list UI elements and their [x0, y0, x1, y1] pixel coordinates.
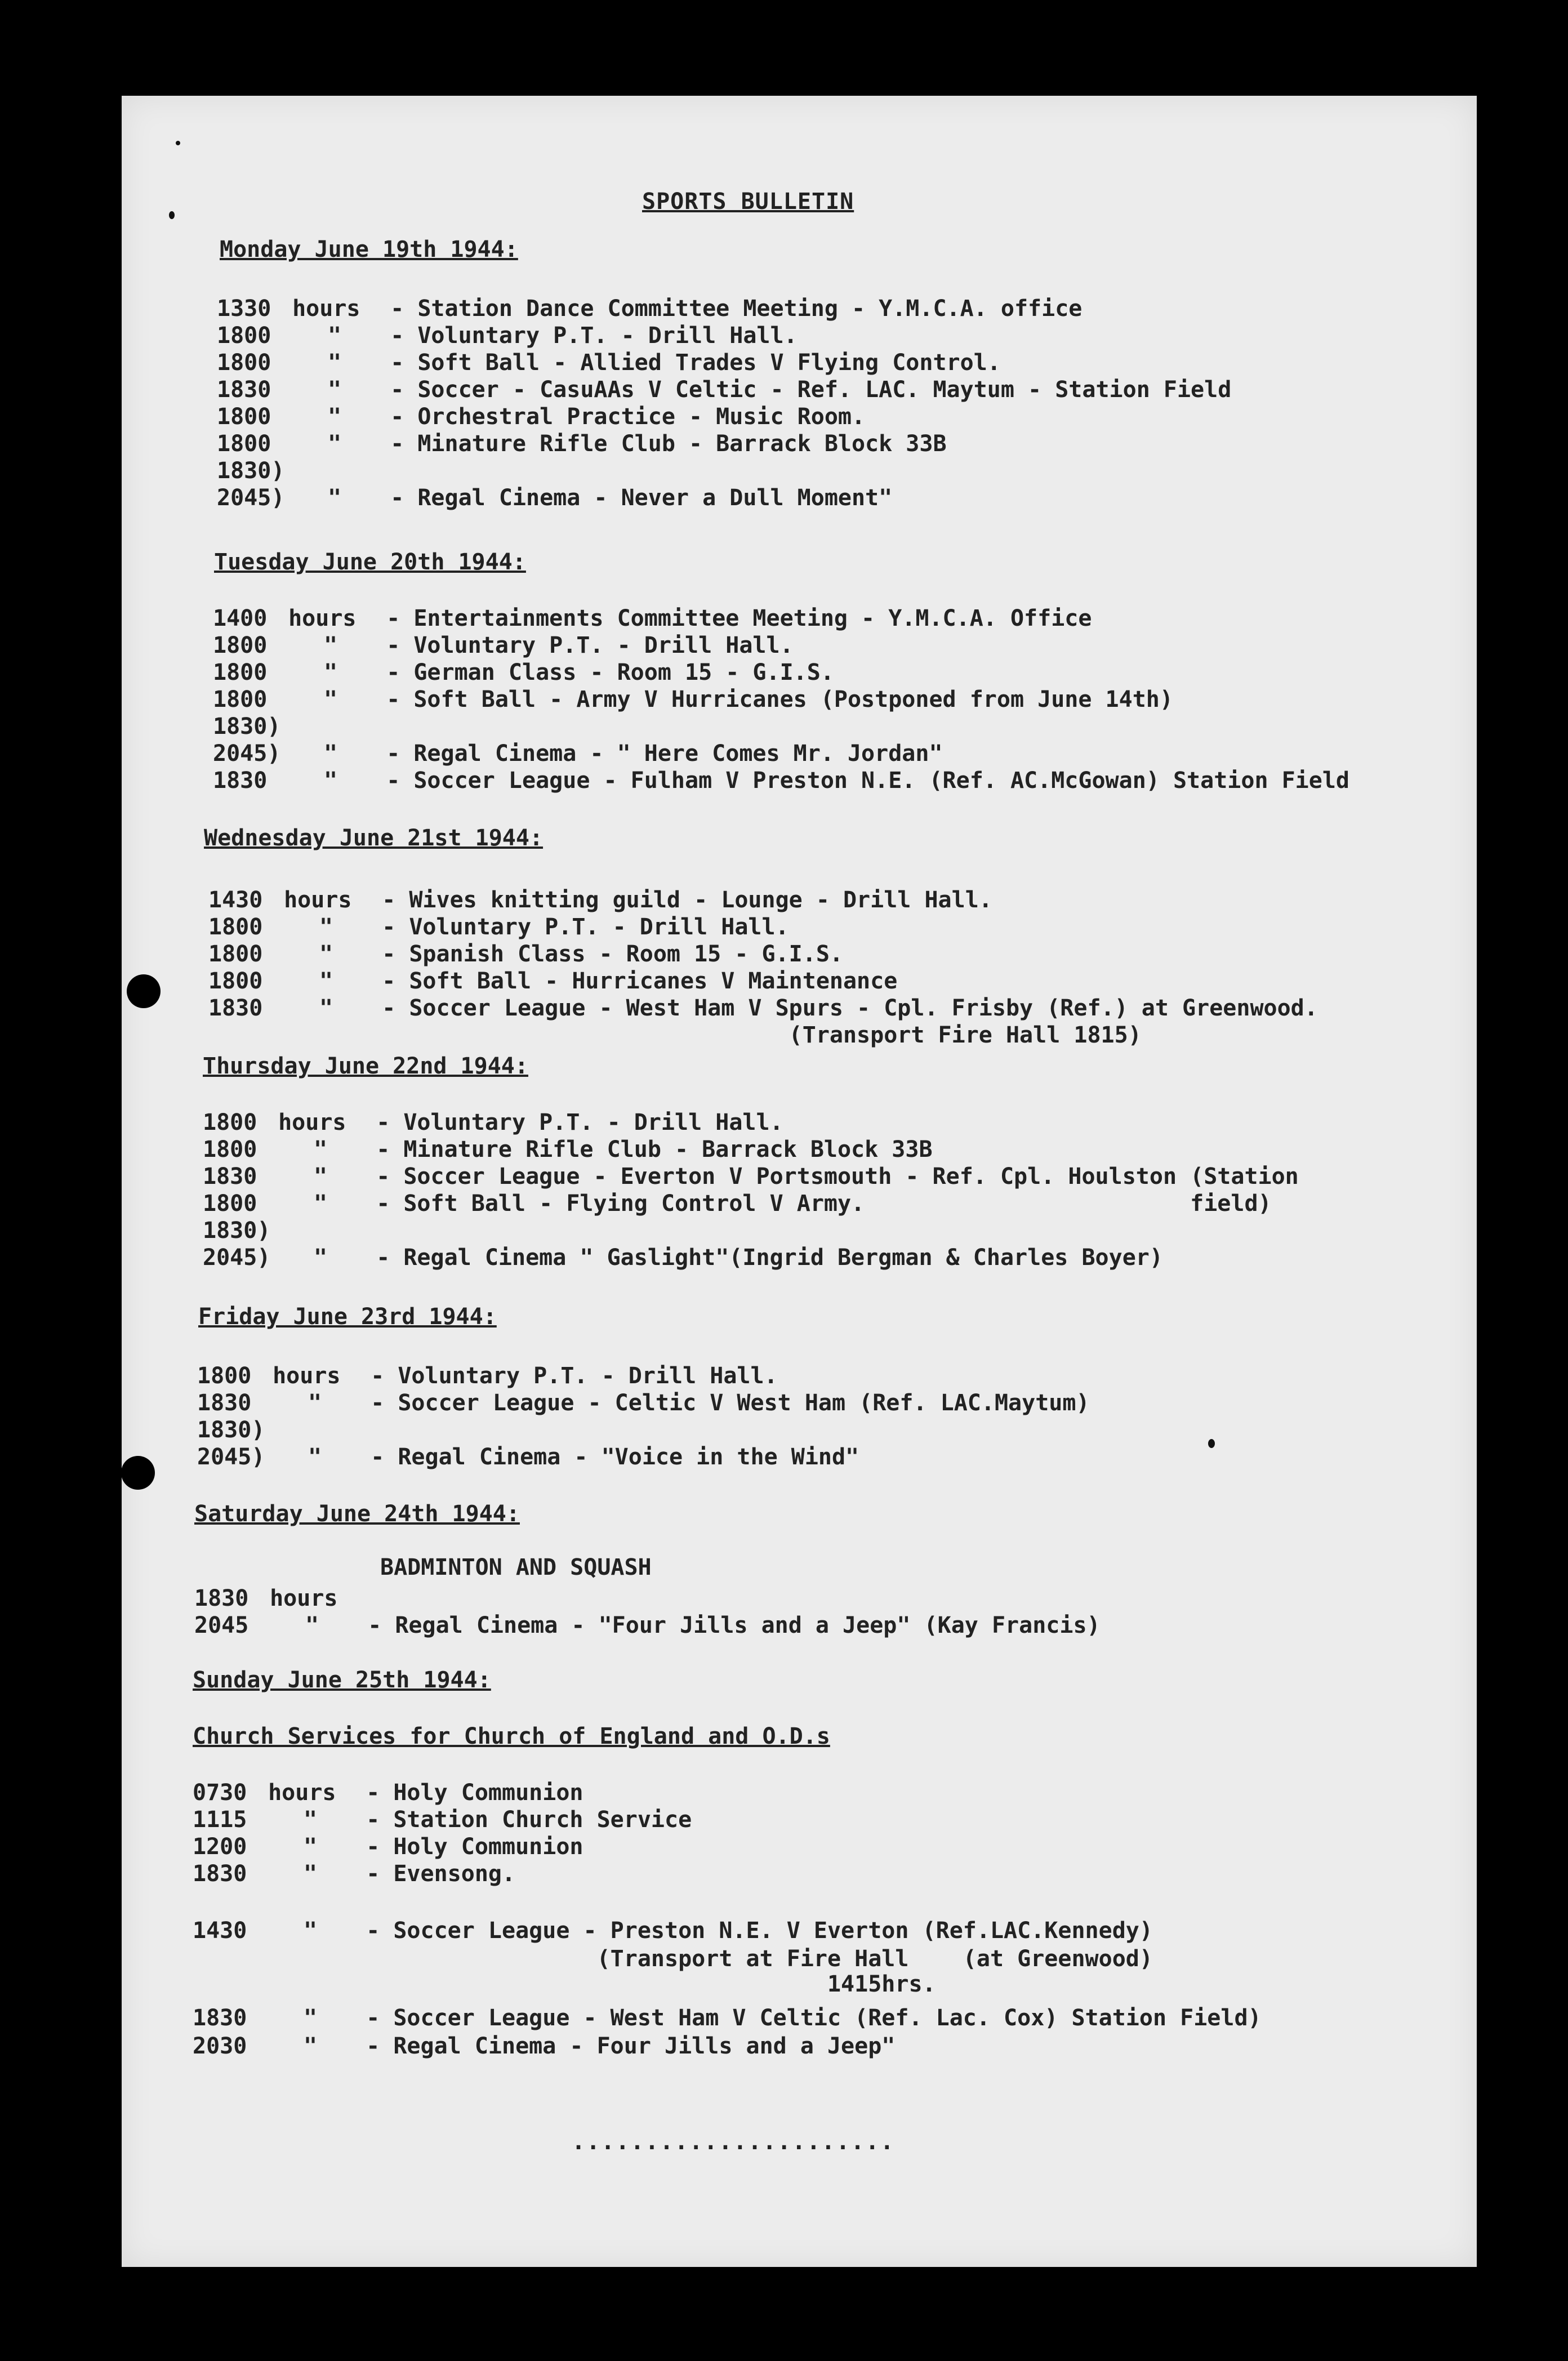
row-time: 1830	[203, 1164, 257, 1190]
schedule-row	[197, 1444, 859, 1470]
row-description: - Station Church Service	[366, 1807, 692, 1833]
day-heading-saturday: Saturday June 24th 1944:	[194, 1501, 520, 1527]
row-description: - Voluntary P.T. - Drill Hall.	[386, 632, 794, 658]
schedule-row	[217, 485, 892, 511]
row-unit: hours	[288, 605, 357, 631]
scan-speck	[176, 141, 180, 145]
row-time: 1800	[203, 1191, 257, 1217]
schedule-row	[197, 1417, 371, 1443]
schedule-row	[208, 914, 789, 940]
row-description: - Soccer League - Celtic V West Ham (Ref. LAC.Maytum)	[371, 1390, 1090, 1416]
schedule-row	[217, 377, 1231, 403]
schedule-row	[203, 1137, 933, 1162]
row-unit: "	[304, 1861, 318, 1887]
row-time: 1800	[217, 404, 271, 430]
row-time: 1800	[217, 323, 271, 349]
schedule-row	[208, 887, 992, 913]
row-unit: "	[304, 2005, 318, 2031]
schedule-row	[213, 714, 386, 740]
row-unit: "	[324, 632, 338, 658]
row-unit: "	[328, 404, 342, 430]
schedule-row	[193, 1888, 366, 1914]
row-time: 1830	[208, 995, 263, 1021]
row-description: - Voluntary P.T. - Drill Hall.	[382, 914, 789, 940]
schedule-row	[217, 404, 865, 430]
row-time: 1830	[213, 768, 268, 794]
row-description: (Transport at Fire Hall (at Greenwood)	[366, 1946, 1153, 1972]
row-description: - Regal Cinema - "Four Jills and a Jeep" (Kay Francis)	[368, 1612, 1101, 1638]
schedule-row	[193, 1807, 692, 1833]
row-time: 1200	[193, 1834, 247, 1860]
schedule-row	[193, 1971, 936, 1997]
schedule-row	[208, 1022, 1142, 1048]
schedule-row	[213, 768, 1349, 794]
row-time: 1800	[197, 1363, 252, 1389]
schedule-row	[203, 1191, 1272, 1217]
schedule-row	[217, 458, 390, 484]
row-unit: "	[328, 377, 342, 403]
row-description: - Wives knitting guild - Lounge - Drill Hall.	[382, 887, 992, 913]
row-description: - Holy Communion	[366, 1834, 583, 1860]
row-unit: "	[328, 431, 342, 457]
row-unit: hours	[268, 1780, 336, 1806]
footer-dots: ......................	[572, 2129, 895, 2155]
day-heading-tuesday: Tuesday June 20th 1944:	[214, 549, 526, 575]
row-description: - Regal Cinema - "Voice in the Wind"	[371, 1444, 859, 1470]
row-time: 1330	[217, 296, 271, 322]
day-heading-sunday: Sunday June 25th 1944:	[193, 1667, 491, 1693]
schedule-row	[193, 2033, 895, 2059]
punch-hole	[121, 1456, 155, 1490]
row-description: - Soccer League - Everton V Portsmouth - Ref. Cpl. Houlston (Station	[376, 1164, 1299, 1190]
row-time: 1830)	[197, 1417, 265, 1443]
row-unit: "	[319, 941, 333, 967]
schedule-row	[194, 1612, 1101, 1638]
row-unit: "	[314, 1191, 328, 1217]
row-time: 1830)	[217, 458, 285, 484]
row-time: 1800	[208, 941, 263, 967]
row-time: 2045)	[203, 1245, 271, 1271]
section-subheading: Church Services for Church of England and O.D.s	[193, 1723, 830, 1749]
row-time: 1800	[208, 968, 263, 994]
row-unit: "	[319, 914, 333, 940]
row-unit: "	[314, 1245, 328, 1271]
section-subheading: BADMINTON AND SQUASH	[380, 1554, 652, 1580]
row-description: - Station Dance Committee Meeting - Y.M.C.A. office	[390, 296, 1083, 322]
schedule-row	[208, 941, 843, 967]
row-unit: "	[314, 1137, 328, 1162]
row-time: 1800	[203, 1137, 257, 1162]
schedule-row	[213, 605, 1092, 631]
schedule-row	[193, 1780, 583, 1806]
row-unit: "	[308, 1444, 322, 1470]
row-time: 1830)	[213, 714, 281, 740]
row-time: 1430	[208, 887, 263, 913]
schedule-row	[197, 1390, 1090, 1416]
row-description: - Soft Ball - Allied Trades V Flying Control.	[390, 350, 1001, 376]
schedule-row	[208, 968, 897, 994]
row-unit: "	[324, 660, 338, 685]
row-time: 1115	[193, 1807, 247, 1833]
row-description: - Soccer League - Preston N.E. V Everton (Ref.LAC.Kennedy)	[366, 1918, 1153, 1944]
schedule-row	[213, 660, 834, 685]
row-unit: "	[304, 2033, 318, 2059]
row-time: 1800	[203, 1110, 257, 1135]
schedule-row	[217, 350, 1001, 376]
row-description: - Soft Ball - Flying Control V Army. field)	[376, 1191, 1272, 1217]
punch-hole	[127, 974, 161, 1008]
row-description: - Holy Communion	[366, 1780, 583, 1806]
row-description: - Entertainments Committee Meeting - Y.M.C.A. Office	[386, 605, 1092, 631]
scan-speck	[1208, 1439, 1215, 1448]
schedule-row	[208, 995, 1318, 1021]
row-description: - Soccer League - Fulham V Preston N.E. (Ref. AC.McGowan) Station Field	[386, 768, 1350, 794]
row-time: 1800	[217, 431, 271, 457]
row-unit: "	[324, 768, 338, 794]
row-description: - Minature Rifle Club - Barrack Block 33B	[376, 1137, 933, 1162]
row-description: - Voluntary P.T. - Drill Hall.	[371, 1363, 778, 1389]
row-time: 1800	[208, 914, 263, 940]
row-time: 2045)	[213, 741, 281, 767]
schedule-row	[203, 1164, 1299, 1190]
row-unit: hours	[278, 1110, 346, 1135]
schedule-row	[213, 741, 943, 767]
row-time: 1800	[213, 660, 268, 685]
row-unit: hours	[273, 1363, 341, 1389]
row-unit: "	[324, 741, 338, 767]
schedule-row	[193, 1834, 583, 1860]
row-description: - Spanish Class - Room 15 - G.I.S.	[382, 941, 843, 967]
row-time: 2030	[193, 2033, 247, 2059]
row-time: 1830	[194, 1585, 249, 1611]
row-description: - Soccer - CasuAAs V Celtic - Ref. LAC. Maytum - Station Field	[390, 377, 1232, 403]
row-time: 1400	[213, 605, 268, 631]
row-unit: "	[328, 485, 342, 511]
row-description: - Voluntary P.T. - Drill Hall.	[376, 1110, 783, 1135]
row-description: - Soft Ball - Army V Hurricanes (Postponed from June 14th)	[386, 687, 1173, 712]
row-description: - Soccer League - West Ham V Celtic (Ref. Lac. Cox) Station Field)	[366, 2005, 1262, 2031]
row-unit: hours	[270, 1585, 338, 1611]
row-description: (Transport Fire Hall 1815)	[382, 1022, 1142, 1048]
row-time: 1800	[213, 632, 268, 658]
row-time: 1800	[213, 687, 268, 712]
row-time: 1830	[193, 1861, 247, 1887]
schedule-row	[193, 2005, 1262, 2031]
schedule-row	[203, 1245, 1163, 1271]
row-time: 2045)	[217, 485, 285, 511]
day-heading-monday: Monday June 19th 1944:	[220, 237, 518, 262]
schedule-row	[217, 431, 947, 457]
row-unit: "	[328, 350, 342, 376]
row-time: 1830	[197, 1390, 252, 1416]
row-time: 1800	[217, 350, 271, 376]
schedule-row	[193, 1918, 1153, 1944]
row-description: - Soccer League - West Ham V Spurs - Cpl. Frisby (Ref.) at Greenwood.	[382, 995, 1318, 1021]
schedule-row	[213, 687, 1173, 712]
row-time: 2045)	[197, 1444, 265, 1470]
schedule-row	[193, 1946, 1153, 1972]
row-unit: "	[314, 1164, 328, 1190]
row-time: 0730	[193, 1780, 247, 1806]
row-description: - Regal Cinema - Four Jills and a Jeep"	[366, 2033, 896, 2059]
schedule-row	[217, 296, 1082, 322]
row-description: - Regal Cinema " Gaslight"(Ingrid Bergman & Charles Boyer)	[376, 1245, 1163, 1271]
row-description: - Regal Cinema - Never a Dull Moment"	[390, 485, 893, 511]
row-description: - German Class - Room 15 - G.I.S.	[386, 660, 834, 685]
schedule-row	[217, 323, 798, 349]
row-unit: "	[305, 1612, 319, 1638]
row-unit: "	[304, 1918, 318, 1944]
page-title: SPORTS BULLETIN	[642, 189, 854, 215]
row-unit: "	[319, 968, 333, 994]
schedule-row	[194, 1585, 368, 1611]
row-time: 1430	[193, 1918, 247, 1944]
row-description: - Minature Rifle Club - Barrack Block 33B	[390, 431, 947, 457]
day-heading-friday: Friday June 23rd 1944:	[198, 1304, 497, 1330]
row-time: 1830	[193, 2005, 247, 2031]
row-unit: "	[304, 1807, 318, 1833]
row-description: 1415hrs.	[366, 1971, 936, 1997]
row-description: - Regal Cinema - " Here Comes Mr. Jordan"	[386, 741, 943, 767]
row-description: - Orchestral Practice - Music Room.	[390, 404, 866, 430]
row-unit: "	[324, 687, 338, 712]
row-unit: "	[319, 995, 333, 1021]
schedule-row	[197, 1363, 778, 1389]
row-time: 1830	[217, 377, 271, 403]
row-description: - Evensong.	[366, 1861, 516, 1887]
schedule-row	[203, 1218, 376, 1244]
row-unit: "	[304, 1834, 318, 1860]
schedule-row	[213, 632, 794, 658]
scan-speck	[169, 211, 175, 219]
row-unit: "	[308, 1390, 322, 1416]
row-unit: hours	[292, 296, 360, 322]
row-unit: hours	[284, 887, 352, 913]
day-heading-wednesday: Wednesday June 21st 1944:	[204, 825, 544, 851]
schedule-row	[203, 1110, 783, 1135]
row-unit: "	[328, 323, 342, 349]
row-time: 2045	[194, 1612, 249, 1638]
row-description: - Voluntary P.T. - Drill Hall.	[390, 323, 798, 349]
row-time: 1830)	[203, 1218, 271, 1244]
schedule-row	[193, 1861, 515, 1887]
row-description: - Soft Ball - Hurricanes V Maintenance	[382, 968, 898, 994]
day-heading-thursday: Thursday June 22nd 1944:	[203, 1053, 528, 1079]
